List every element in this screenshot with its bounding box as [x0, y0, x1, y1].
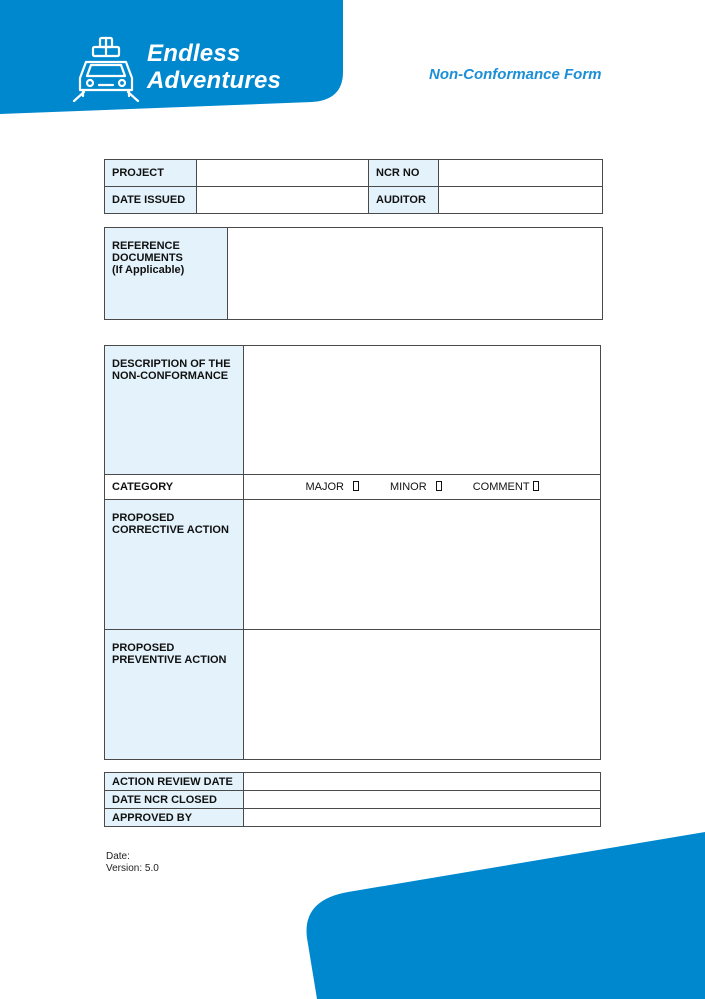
- header-info-table: [104, 159, 603, 214]
- brand-line2: Adventures: [147, 67, 282, 94]
- category-option-comment[interactable]: [473, 481, 539, 493]
- corrective-action-label: [105, 500, 244, 630]
- meta-date: Date:: [106, 851, 130, 862]
- major-label: MAJOR: [305, 481, 344, 493]
- form-title: Non-Conformance Form: [429, 66, 602, 83]
- approved-by-field[interactable]: [244, 809, 601, 827]
- date-issued-label: DATE ISSUED: [105, 187, 197, 214]
- project-field[interactable]: [197, 160, 369, 187]
- minor-label: MINOR: [390, 481, 427, 493]
- comment-checkbox[interactable]: [533, 481, 539, 491]
- reference-label-line1: REFERENCE: [112, 240, 180, 252]
- ncr-no-field[interactable]: [439, 160, 603, 187]
- auditor-field[interactable]: [439, 187, 603, 214]
- auditor-label: AUDITOR: [369, 187, 439, 214]
- category-option-minor[interactable]: [390, 481, 442, 493]
- brand-line1: Endless: [147, 40, 241, 67]
- preventive-action-field[interactable]: [244, 630, 601, 760]
- description-label-line1: DESCRIPTION OF THE: [112, 358, 231, 370]
- reference-documents-label: [105, 228, 228, 320]
- document-meta: [106, 851, 159, 875]
- reference-label-line2: DOCUMENTS: [112, 252, 183, 264]
- closure-table: [104, 772, 601, 827]
- preventive-label-line2: PREVENTIVE ACTION: [112, 654, 227, 666]
- category-label: CATEGORY: [105, 475, 244, 500]
- action-review-date-label: ACTION REVIEW DATE: [105, 773, 244, 791]
- meta-version: Version: 5.0: [106, 863, 159, 874]
- reference-documents-field[interactable]: [228, 228, 603, 320]
- non-conformance-table: [104, 345, 601, 760]
- preventive-label-line1: PROPOSED: [112, 642, 175, 654]
- preventive-action-label: [105, 630, 244, 760]
- action-review-date-field[interactable]: [244, 773, 601, 791]
- comment-label: COMMENT: [472, 481, 530, 493]
- category-options: [244, 475, 601, 500]
- corrective-label-line2: CORRECTIVE ACTION: [112, 524, 229, 536]
- description-label: [105, 346, 244, 475]
- corrective-label-line1: PROPOSED: [112, 512, 175, 524]
- footer-banner: [300, 826, 705, 999]
- description-label-line2: NON-CONFORMANCE: [112, 370, 229, 382]
- project-label: PROJECT: [105, 160, 197, 187]
- category-option-major[interactable]: [305, 481, 359, 493]
- reference-label-line3: (If Applicable): [112, 264, 185, 276]
- minor-checkbox[interactable]: [436, 481, 442, 491]
- brand-name: [147, 40, 281, 94]
- date-ncr-closed-field[interactable]: [244, 791, 601, 809]
- reference-documents-table: [104, 227, 603, 320]
- corrective-action-field[interactable]: [244, 500, 601, 630]
- car-luggage-icon: [72, 36, 140, 102]
- approved-by-label: APPROVED BY: [105, 809, 244, 827]
- major-checkbox[interactable]: [353, 481, 359, 491]
- description-field[interactable]: [244, 346, 601, 475]
- date-ncr-closed-label: DATE NCR CLOSED: [105, 791, 244, 809]
- ncr-no-label: NCR NO: [369, 160, 439, 187]
- date-issued-field[interactable]: [197, 187, 369, 214]
